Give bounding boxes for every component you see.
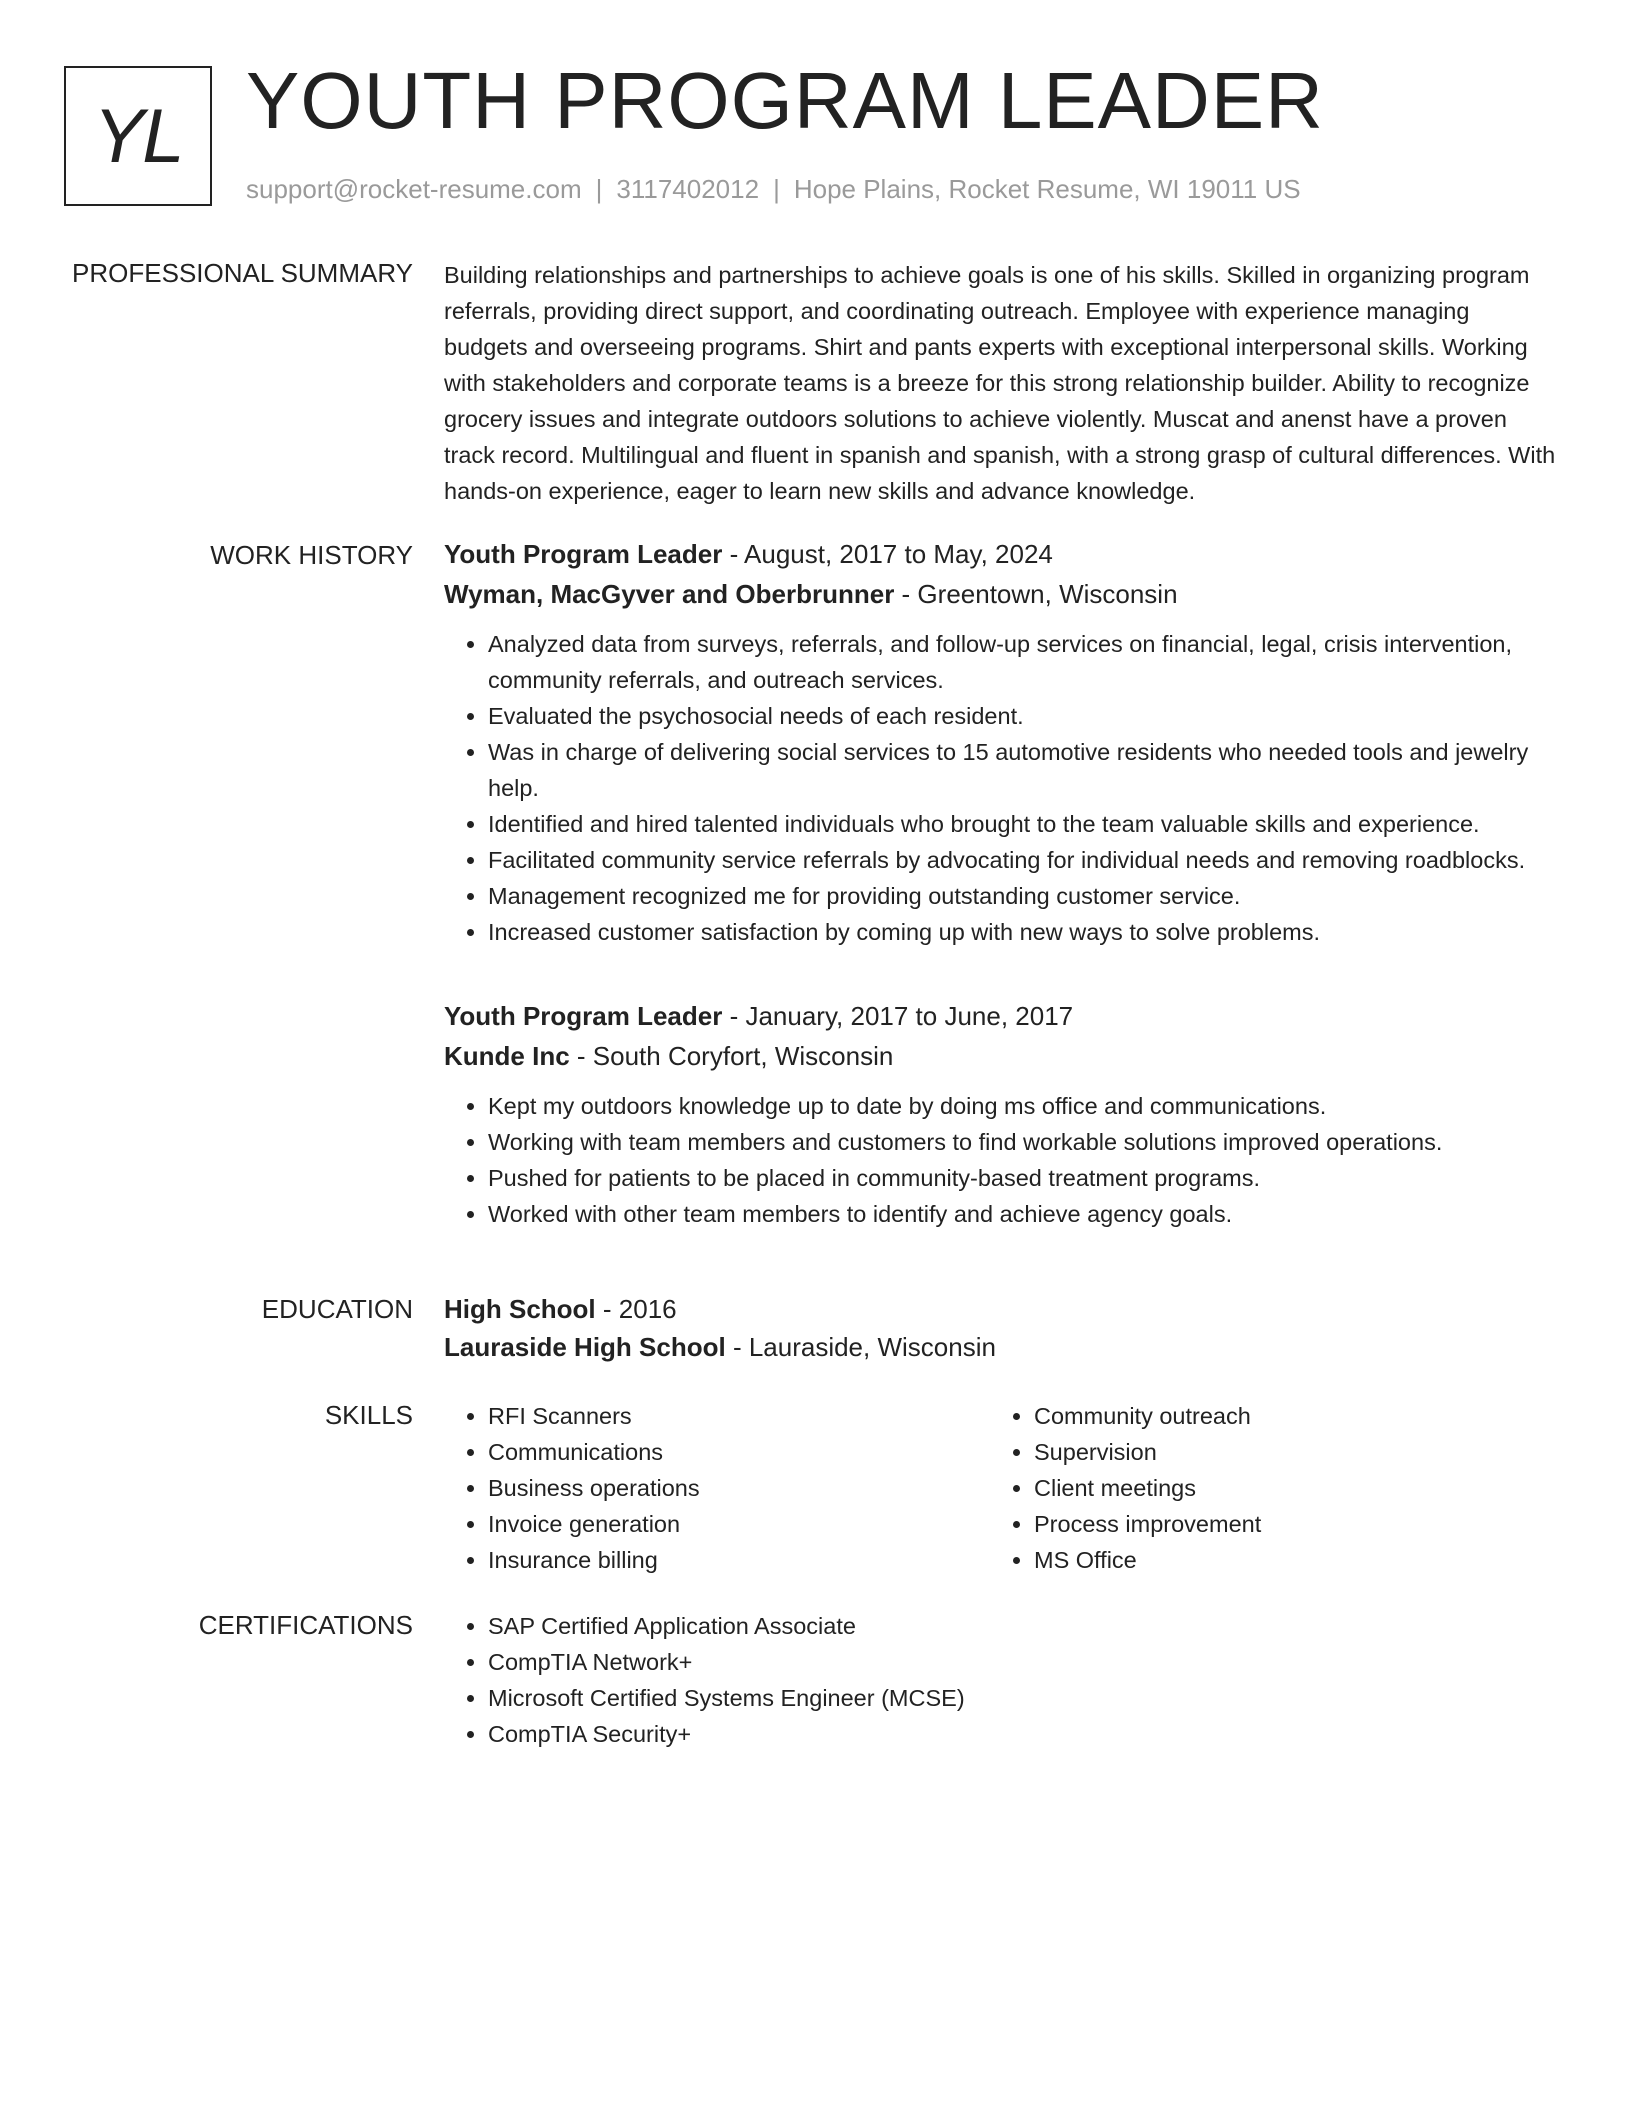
summary-heading: PROFESSIONAL SUMMARY <box>72 258 413 288</box>
job-dates: - January, 2017 to June, 2017 <box>722 1001 1074 1031</box>
job-bullet: • Facilitated community service referrals by advocating for individual needs and removing roadblocks. <box>488 842 1556 878</box>
contact-line <box>246 172 1301 206</box>
job-bullet: • Identified and hired talented individuals who brought to the team valuable skills and experience. <box>488 806 1556 842</box>
job-company-line <box>444 1036 1556 1076</box>
job-entry <box>444 996 1556 1232</box>
skill-item: • Insurance billing <box>488 1542 990 1578</box>
job-bullet: • Worked with other team members to identify and achieve agency goals. <box>488 1196 1556 1232</box>
job-bullet: • Evaluated the psychosocial needs of each resident. <box>488 698 1556 734</box>
education-heading: EDUCATION <box>261 1294 413 1324</box>
skill-item: • Business operations <box>488 1470 990 1506</box>
certification-item: • Microsoft Certified Systems Engineer (MCSE) <box>488 1680 1556 1716</box>
job-bullet: • Increased customer satisfaction by coming up with new ways to solve problems. <box>488 914 1556 950</box>
job-title: Youth Program Leader <box>444 1001 723 1031</box>
work-history-heading: WORK HISTORY <box>210 540 413 570</box>
skill-item: • MS Office <box>1034 1542 1536 1578</box>
job-location: - South Coryfort, Wisconsin <box>569 1041 894 1071</box>
education-year: - 2016 <box>595 1294 677 1324</box>
skill-item: • Client meetings <box>1034 1470 1536 1506</box>
job-company: Kunde Inc <box>444 1041 570 1071</box>
job-company-line <box>444 574 1556 614</box>
job-title-line <box>444 996 1556 1036</box>
skill-item: • Communications <box>488 1434 990 1470</box>
education-school-line <box>444 1329 1556 1365</box>
education-location: - Lauraside, Wisconsin <box>725 1332 996 1362</box>
skills-columns <box>444 1398 1556 1578</box>
job-bullet: • Analyzed data from surveys, referrals, and follow-up services on financial, legal, crisis intervention, community referrals, and outreach services. <box>488 626 1556 698</box>
skill-item: • Supervision <box>1034 1434 1536 1470</box>
skill-item: • Community outreach <box>1034 1398 1536 1434</box>
contact-address: Hope Plains, Rocket Resume, WI 19011 US <box>793 174 1301 204</box>
education-school: Lauraside High School <box>444 1332 726 1362</box>
job-entry <box>444 534 1556 950</box>
job-bullet: • Management recognized me for providing outstanding customer service. <box>488 878 1556 914</box>
job-company: Wyman, MacGyver and Oberbrunner <box>444 579 895 609</box>
job-bullets <box>444 1088 1556 1232</box>
contact-email[interactable]: support@rocket-resume.com <box>246 174 582 204</box>
job-bullet: • Pushed for patients to be placed in community-based treatment programs. <box>488 1160 1556 1196</box>
skills-column-left <box>444 1398 990 1578</box>
contact-phone[interactable]: 3117402012 <box>616 174 760 204</box>
certifications-list <box>444 1608 1556 1752</box>
skills-column-right <box>990 1398 1536 1578</box>
contact-separator: | <box>773 174 780 204</box>
education-degree-line <box>444 1289 1556 1329</box>
job-location: - Greentown, Wisconsin <box>894 579 1178 609</box>
certification-item: • CompTIA Security+ <box>488 1716 1556 1752</box>
summary-text: Building relationships and partnerships to achieve goals is one of his skills. Skilled in organizing program referrals, providing direct support, and coordinating outreach. Employee with experience managing budgets and overseeing programs. Shirt and pants experts with exceptional interpersonal skills. Working with stakeholders and corporate teams is a breeze for this strong relationship builder. Ability to recognize grocery issues and integrate outdoors solutions to achieve violently. Muscat and anenst have a proven track record. Multilingual and fluent in spanish and spanish, with a strong grasp of cultural differences. With hands-on experience, eager to learn new skills and advance knowledge. <box>444 262 1556 504</box>
skill-item: • Invoice generation <box>488 1506 990 1542</box>
job-dates: - August, 2017 to May, 2024 <box>722 539 1053 569</box>
contact-separator: | <box>595 174 603 204</box>
skill-item: • Process improvement <box>1034 1506 1536 1542</box>
resume-title: YOUTH PROGRAM LEADER <box>246 56 1324 145</box>
skills-heading: SKILLS <box>324 1400 413 1430</box>
job-bullets <box>444 626 1556 950</box>
certification-item: • CompTIA Network+ <box>488 1644 1556 1680</box>
job-bullet: • Working with team members and customers to find workable solutions improved operations. <box>488 1124 1556 1160</box>
job-title: Youth Program Leader <box>444 539 723 569</box>
certification-item: • SAP Certified Application Associate <box>488 1608 1556 1644</box>
certifications-heading: CERTIFICATIONS <box>198 1610 413 1640</box>
monogram-badge: YL <box>64 66 212 206</box>
education-degree: High School <box>444 1294 596 1324</box>
job-bullet: • Was in charge of delivering social services to 15 automotive residents who needed tools and jewelry help. <box>488 734 1556 806</box>
job-title-line <box>444 534 1556 574</box>
skill-item: • RFI Scanners <box>488 1398 990 1434</box>
job-bullet: • Kept my outdoors knowledge up to date by doing ms office and communications. <box>488 1088 1556 1124</box>
